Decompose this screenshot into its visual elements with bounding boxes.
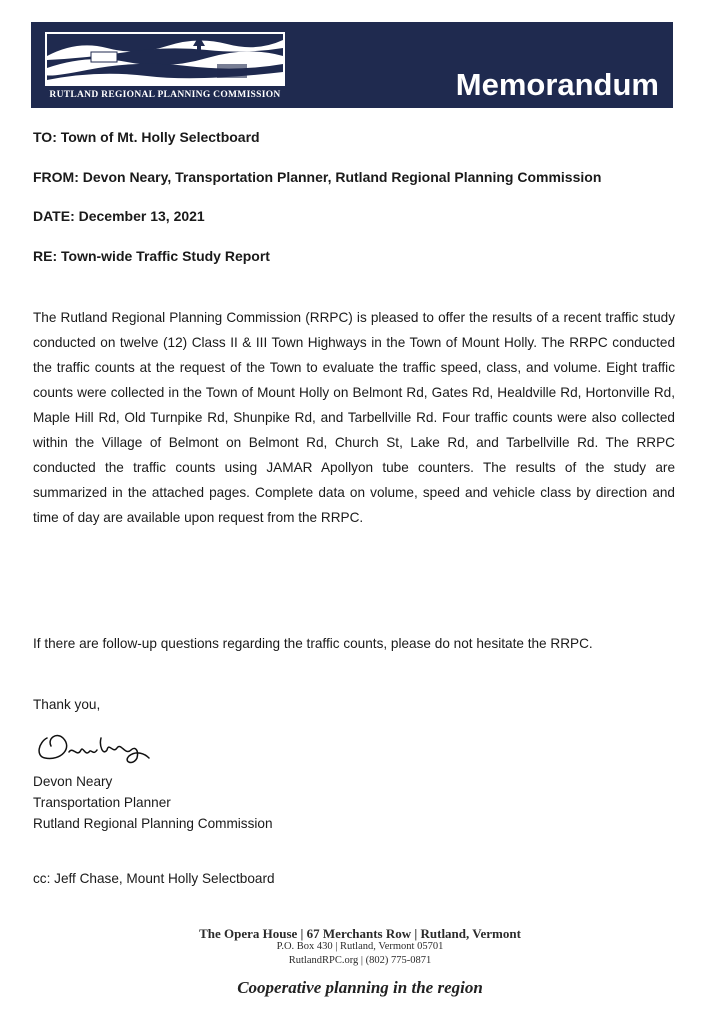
memo-header [31, 22, 673, 108]
signer-organization: Rutland Regional Planning Commission [33, 816, 273, 831]
date-line: DATE: December 13, 2021 [33, 208, 205, 224]
signer-title: Transportation Planner [33, 795, 171, 810]
signature-block [33, 771, 273, 834]
footer-address: The Opera House | 67 Merchants Row | Rutland, Vermont [199, 926, 521, 941]
body-paragraph: The Rutland Regional Planning Commission (RRPC) is pleased to offer the results of a recent traffic study conducted on twelve (12) Class II & III Town Highways in the Town of Mount Holly. The RRPC conducted the traffic counts at the request of the Town to evaluate the traffic speed, class, and volume. Eight traffic counts were collected in the Town of Mount Holly on Belmont Rd, Gates Rd, Healdville Rd, Hortonville Rd, Maple Hill Rd, Old Turnpike Rd, Shunpike Rd, and Tarbellville Rd. Four traffic counts were also collected within the Village of Belmont on Belmont Rd, Church St, Lake Rd, and Tarbellville Rd. The RRPC conducted the traffic counts using JAMAR Apollyon tube counters. The results of the study are summarized in the attached pages. Complete data on volume, speed and vehicle class by direction and time of day are available upon request from the RRPC. [33, 310, 675, 525]
closing-line: Thank you, [33, 697, 101, 712]
from-line: FROM: Devon Neary, Transportation Planner, Rutland Regional Planning Commission [33, 169, 602, 185]
signer-name: Devon Neary [33, 774, 113, 789]
footer-web-phone: RutlandRPC.org | (802) 775-0871 [288, 955, 432, 966]
logo-caption: RUTLAND REGIONAL PLANNING COMMISSION [49, 90, 281, 100]
footer-po-box: P.O. Box 430 | Rutland, Vermont 05701 [276, 941, 444, 952]
handwritten-signature [33, 728, 153, 773]
footer-tagline: Cooperative planning in the region [237, 978, 483, 997]
to-line: TO: Town of Mt. Holly Selectboard [33, 129, 260, 145]
cc-line: cc: Jeff Chase, Mount Holly Selectboard [33, 871, 275, 886]
memo-title: Memorandum [455, 67, 659, 102]
re-line: RE: Town-wide Traffic Study Report [33, 248, 270, 264]
rrpc-logo [45, 32, 285, 86]
follow-up-paragraph: If there are follow-up questions regarding the traffic counts, please do not hesitate the RRPC. [33, 636, 593, 651]
landscape-logo-icon [47, 34, 283, 84]
